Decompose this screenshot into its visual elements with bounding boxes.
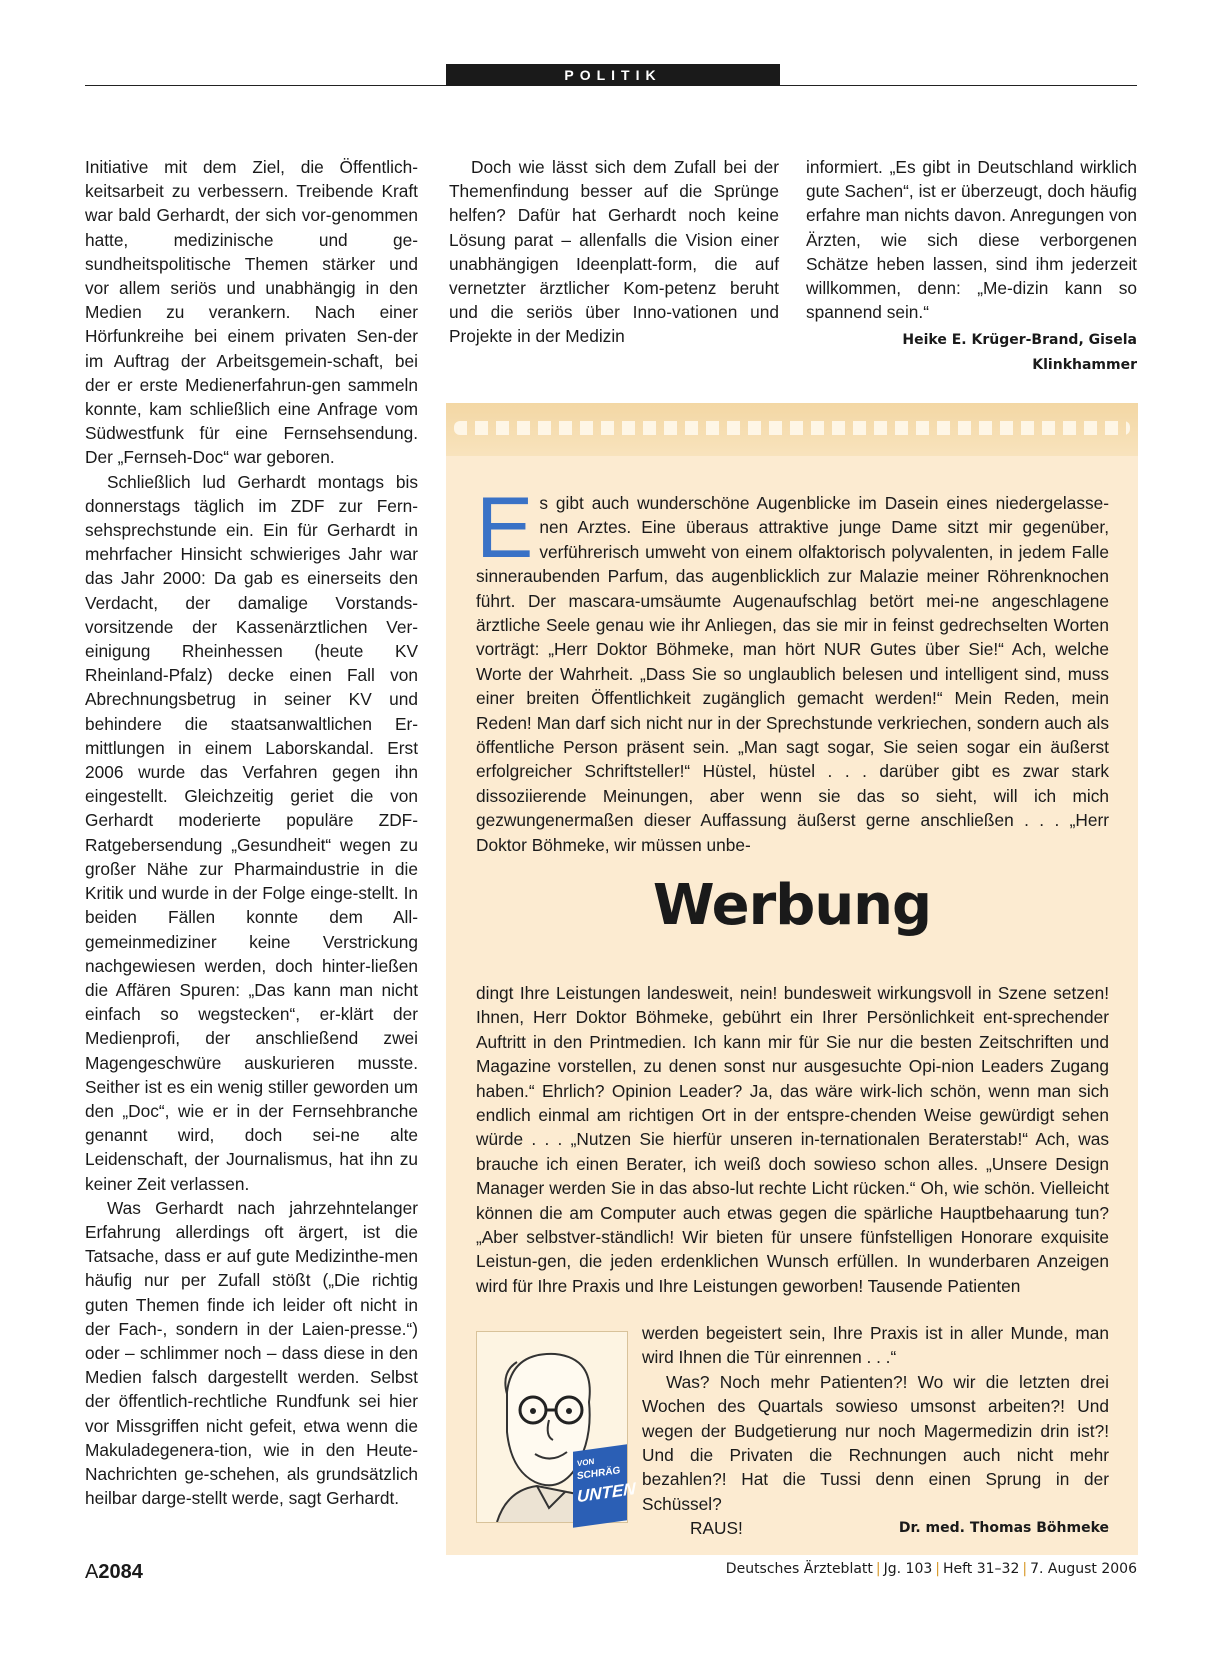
logo-text-small: VON: [577, 1456, 595, 1469]
author-caricature: [476, 1331, 636, 1523]
article-column-3: [806, 155, 1137, 377]
box-intro-paragraph: s gibt auch wunderschöne Augenblicke im Dasein eines niedergelasse-nen Arztes. Eine überaus attraktive junge Dame sitzt mir gegenüber, verführerisch umweht von einem olfaktorisch polyvalenten, in jedem Falle sinneraubenden Parfum, das augenblicklich zur Malazie meiner Röhrenknochen führt. Der mascara-umsäumte Augenaufschlag betört mei-ne angeschlagene ärztliche Seele genau wie ihr Anliegen, das sie mir in feinst gedrechselten Worten vorträgt: „Herr Doktor Böhmeke, man hört NUR Gutes über Sie!“ Ach, welche Worte der Wahrheit. „Dass Sie so unglaublich belesen und intelligent sind, muss einer breiten Öffentlichkeit zugänglich gemacht werden!“ Mein Reden, mein Reden! Man darf sich nicht nur in der Sprechstunde verkriechen, sondern auch als öffentliche Person präsent sein. „Man sagt sogar, Sie seien sogar ein äußerst erfolgreicher Schriftsteller!“ Hüstel, hüstel . . . darüber gibt es zwar stark dissoziierende Meinungen, aber wenn sie das so sieht, will ich mich gezwungenermaßen dieser Auffassung äußerst gerne anschließen . . . „Herr Doktor Böhmeke, wir müssen unbe-: [476, 493, 1109, 855]
journal-date: 7. August 2006: [1030, 1561, 1137, 1577]
box-middle-text: [476, 981, 1109, 1298]
section-label: POLITIK: [446, 64, 780, 86]
article-column-2: [449, 155, 779, 349]
paragraph: informiert. „Es gibt in Deutschland wirklich gute Sachen“, ist er überzeugt, doch häufig erfahre man nichts davon. Anregungen von Ärzten, wie sich diese verborgenen Schätze heben lassen, sind ihm jederzeit willkommen, denn: „Me-dizin kann so spannend sein.“: [806, 157, 1137, 323]
page-number: [85, 1561, 143, 1584]
closing-word: RAUS!: [690, 1518, 743, 1539]
column-logo: [573, 1444, 636, 1528]
logo-text-big: UNTEN: [577, 1479, 636, 1507]
paragraph: Was? Noch mehr Patienten?! Wo wir die letzten drei Wochen des Quartals sowieso umsonst arbeiten?! Und wegen der Budgetierung nur noch Magermedizin drin ist?! Und die Privaten die Rechnungen auch nicht mehr bezahlen?! Hat die Tussi denn einen Sprung in der Schüssel?: [642, 1371, 1109, 1514]
paragraph: Doch wie lässt sich dem Zufall bei der Themenfindung besser auf die Sprünge helfen? Dafür hat Gerhardt noch keine Lösung parat – allenfalls die Vision einer unabhängigen Ideenplatt-form, die auf vernetzter ärztlicher Kom-petenz beruht und die seriös über Inno-vationen und Projekte in der Medizin: [449, 157, 779, 347]
paragraph: Schließlich lud Gerhardt montags bis donnerstags täglich im ZDF zur Fern-sehsprechstunde ein. Ein für Gerhardt in mehrfacher Hinsicht schwieriges Jahr war das Jahr 2000: Da gab es einerseits den Verdacht, der damalige Vorstands-vorsitzende der Kassenärztlichen Ver-einigung Rheinhessen (heute KV Rheinland-Pfalz) decke einen Fall von Abrechnungsbetrug in seiner KV und behindere die staatsanwaltlichen Er-mittlungen in einem Laborskandal. Erst 2006 wurde das Verfahren gegen ihn eingestellt. Gleichzeitig geriet die von Gerhardt moderierte populäre ZDF-Ratgebersendung „Gesundheit“ wegen zu großer Nähe zur Pharmaindustrie in die Kritik und wurde in der Folge einge-stellt. In beiden Fällen konnte dem All-gemeinmediziner keine Verstrickung nachgewiesen werden, doch hinter-ließen die Affären Spuren: „Das kann man nicht einfach so wegstecken“, er-klärt der Medienprofi, der anschließend zwei Magengeschwüre auskurieren musste. Seither ist es ein wenig stiller geworden um den „Doc“, wie er in der Fernsehbranche genannt wird, doch sei-ne alte Leidenschaft, der Journalismus, hat ihn zu keiner Zeit verlassen.: [85, 471, 418, 1194]
column-signature: Dr. med. Thomas Böhmeke: [898, 1520, 1109, 1537]
box-title: Werbung: [652, 873, 932, 938]
box-intro-text: [476, 480, 1109, 857]
author-byline: Heike E. Krüger-Brand, Gisela Klinkhammer: [902, 332, 1137, 373]
perforation-pattern: [454, 421, 1130, 435]
journal-footer: Deutsches Ärzteblatt | Jg. 103 | Heft 31–32 | 7. August 2006: [725, 1561, 1137, 1577]
journal-name: Deutsches Ärzteblatt: [725, 1561, 873, 1577]
paragraph: werden begeistert sein, Ihre Praxis ist in aller Munde, man wird Ihnen die Tür einrennen . . .“: [642, 1323, 1109, 1368]
drop-cap: E: [476, 480, 534, 576]
column-box: [446, 403, 1138, 1555]
journal-issue: Heft 31–32: [942, 1561, 1020, 1577]
closing-line: [642, 1516, 1109, 1540]
box-closing-text: [642, 1321, 1109, 1541]
paragraph: Was Gerhardt nach jahrzehntelanger Erfahrung allerdings oft ärgert, ist die Tatsache, dass er auf gute Medizinthe-men häufig nur per Zufall stößt („Die richtig guten Themen finde ich leider oft nicht in der Fach-, sondern in der Laien-presse.“) oder – schlimmer noch – dass diese in den Medien falsch dargestellt werden. Selbst der öffentlich-rechtliche Rundfunk sei hier vor Missgriffen nicht gefeit, etwa wenn die Makuladegenera-tion, wie in den Heute-Nachrichten ge-schehen, als grundsätzlich heilbar darge-stellt werde, sagt Gerhardt.: [85, 1197, 418, 1509]
page-number-value: 2084: [98, 1561, 143, 1583]
logo-text-mid: SCHRÄG: [577, 1465, 621, 1483]
page-prefix: A: [85, 1561, 99, 1583]
article-column-1: [85, 155, 418, 1510]
paragraph: Initiative mit dem Ziel, die Öffentlich-keitsarbeit zu verbessern. Treibende Kraft war bald Gerhardt, der sich vor-genommen hatte, medizinische und ge-sundheitspolitische Themen stärker und vor allem seriös und unabhängig in den Medien zu verankern. Nach einer Hörfunkreihe bei einem privaten Sen-der im Auftrag der Arbeitsgemein-schaft, bei der er erste Medienerfahrun-gen sammeln konnte, kam schließlich eine Anfrage vom Südwestfunk für eine Fernsehsendung. Der „Fernseh-Doc“ war geboren.: [85, 157, 418, 468]
decorative-strip: [446, 403, 1138, 456]
journal-volume: Jg. 103: [883, 1561, 933, 1577]
paragraph: dingt Ihre Leistungen landesweit, nein! bundesweit wirkungsvoll in Szene setzen! Ihnen, Herr Doktor Böhmeke, gebührt ein Ihrer Persönlichkeit ent-sprechender Auftritt in den Printmedien. Ich kann mir für Sie nur die besten Zeitschriften und Magazine vorstellen, zu denen sonst nur ausgesuchte Opi-nion Leaders Zugang haben.“ Ehrlich? Opinion Leader? Ja, das wäre wirk-lich schön, wenn man sich endlich einmal am richtigen Ort in der entspre-chenden Weise gewürdigt sehen würde . . . „Nutzen Sie hierfür unseren in-ternationalen Beraterstab!“ Ach, was brauche ich einen Berater, ich weiß doch sowieso schon alles. „Unsere Design Manager werden Sie in das abso-lut rechte Licht rücken.“ Oh, wie schön. Vielleicht können die am Computer auch etwas gegen die spärliche Hauptbehaarung tun? „Aber selbstver-ständlich! Wir bieten für unsere fünfstelligen Honorare exquisite Leistun-gen, die jeden erdenklichen Wunsch erfüllen. In wunderbaren Anzeigen wird für Ihre Praxis und Ihre Leistungen geworben! Tausende Patienten: [476, 983, 1109, 1296]
